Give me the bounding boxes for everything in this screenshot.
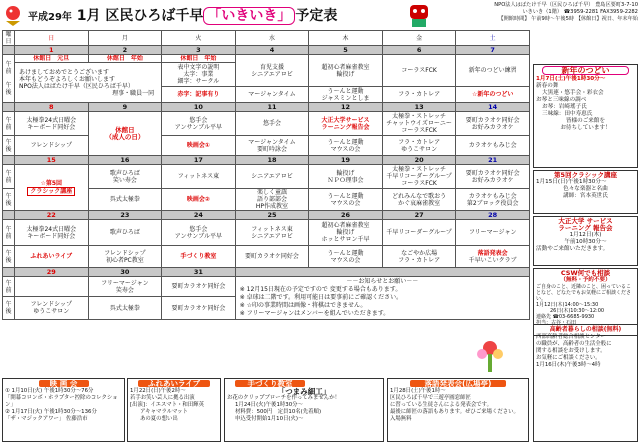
date-cell: 12 xyxy=(309,103,383,112)
event-cell: 映画会② xyxy=(162,189,236,211)
event-cell: 赤字：記事有り xyxy=(162,87,236,103)
date-cell: 21 xyxy=(456,156,530,165)
weekday-label: 曜日 xyxy=(3,31,15,46)
date-cell: 20 xyxy=(382,156,456,165)
date-cell: 23 xyxy=(88,211,162,220)
shishimai-icon xyxy=(406,1,432,29)
event-cell: 大正大学サービス ラーニング報告会 xyxy=(309,112,383,136)
date-cell: 26 xyxy=(309,211,383,220)
date-cell: 14 xyxy=(456,103,530,112)
event-cell: フラ・カトレア xyxy=(382,87,456,103)
event-cell: う～んと運動 マウスの会 xyxy=(309,136,383,156)
date-cell: 22 xyxy=(15,211,89,220)
weekday-label: 火 xyxy=(162,31,236,46)
date-cell: 2 xyxy=(88,46,162,55)
event-cell: 太極拳・ストレッチ 千早リコーダーグループ コーラスFCK xyxy=(382,165,456,189)
date-row xyxy=(3,268,530,277)
event-cell: 超初心者麻雀教室 輪投げ ホッとサロン千早 xyxy=(309,220,383,246)
pm-row: 午後 フレンドシップ ゆうこサロン 呉式太極拳 要町カラオケ同好会 xyxy=(3,297,530,320)
event-cell: ふれあいライブ xyxy=(15,246,89,268)
event-cell: カラオケもみじ会 第2ブロック役員会 xyxy=(456,189,530,211)
date-cell: 9 xyxy=(88,103,162,112)
event-cell: 休館日 年始 xyxy=(88,55,162,63)
event-cell: フレンドシップ xyxy=(15,136,89,156)
event-cell: ☆第5回 クラシック講座 xyxy=(15,165,89,211)
date-cell: 25 xyxy=(235,211,309,220)
event-cell: 要町カラオケ同好会 お好みカラオケ xyxy=(456,112,530,136)
event-cell: 映画会① xyxy=(162,136,236,156)
event-cell: フリーマージャン xyxy=(456,220,530,246)
date-cell: 4 xyxy=(235,46,309,55)
pm-row: 午後 ふれあいライブ フレンドシップ 初心者PC教室 手づくり教室 要町カラオケ同好会 う～んと運動 マウスの会 なごやか広場 フラ・カトレア 落語発表会 千早いこいクラブ xyxy=(3,246,530,268)
event-cell: う～んと運動 ジャスミンとしま xyxy=(309,87,383,103)
am-row: 午前 ☆第5回 クラシック講座 歌声ひろば 笑い寿会 フィットネス東 シニアエアロビ 輪投げ ＮＰＯ理事会 太極拳・ストレッチ 千早リコーダーグループ コーラスFCK 要町カラオケ同好会 お好みカラオケ xyxy=(3,165,530,189)
date-cell: 11 xyxy=(235,103,309,112)
event-cell: 輪投げ ＮＰＯ理事会 xyxy=(309,165,383,189)
am-row: 午前 フリーマージャン 笑寿会 要町カラオケ同好会 －－お知らせとお願い－－ ※ 12月15日現在の予定ですので 変更する場合もあります。 ※ 卓球は二階です。利用可能日は要事前にご確認ください。 ※ ☆印の事業時間は画像・将棋はできません。 ※ フリーマージャンはメンバーを組んでいただきます。 xyxy=(3,277,530,297)
pm-row: 午後 呉式太極拳 映画会② 楽しく童謡 語り部部会 HP作成教室 う～んと運動 マウスの会 どれみんなで歌おう かぐ哀麻雀教室 カラオケもみじ会 第2ブロック役員会 xyxy=(3,189,530,211)
event-cell: 悠手会 xyxy=(235,112,309,136)
event-cell: 新年のつどい練習 xyxy=(456,55,530,87)
event-cell: マージャンタイム xyxy=(235,87,309,103)
date-cell: 1 xyxy=(15,46,89,55)
event-cell: フレンドシップ 初心者PC教室 xyxy=(88,246,162,268)
event-cell: 要町カラオケ同好会 xyxy=(235,246,309,268)
movie-box: 映 画 会 ① 1月10日(火) 午後1時30分～76分 「開幕コロンボ・ホラプター控除のコレクション」 ② 1月17日(火) 午後1時30分～136分 「ザ・マジックアワー」 佐藤浩市 xyxy=(2,378,125,442)
date-cell: 8 xyxy=(15,103,89,112)
live-box: ふれあいライブ 1月22日(日)午後2時～ 若手お笑い芸人に拠る出演 [出演]：イエスマト・和田輝英 アキャマラルマット あの夏の想い出 xyxy=(127,378,221,442)
flower-decoration-icon xyxy=(470,338,510,374)
date-cell: 5 xyxy=(309,46,383,55)
event-cell: 悠手会 アンサンブル平早 xyxy=(162,220,236,246)
weekday-label: 月 xyxy=(88,31,162,46)
event-cell: 育児支援 シニアエアロビ xyxy=(235,55,309,87)
event-cell: フィットネス東 シニアエアロビ xyxy=(235,220,309,246)
date-cell: 13 xyxy=(382,103,456,112)
event-cell: フリーマージャン 笑寿会 xyxy=(88,277,162,297)
date-cell: 30 xyxy=(88,268,162,277)
event-cell: 手づくり教室 xyxy=(162,246,236,268)
event-cell: 落語発表会 千早いこいクラブ xyxy=(456,246,530,268)
date-cell: 6 xyxy=(382,46,456,55)
event-cell: 太極拳24式日曜会 キーボード同好会 xyxy=(15,112,89,136)
event-cell: なごやか広場 フラ・カトレア xyxy=(382,246,456,268)
event-cell: フィットネス東 xyxy=(162,165,236,189)
craft-box: 手づくり教室 「つまみ細工」 お花のクリップブローチを作ってみませんか！ 1月24日(火)午後1時30分～ 材料費：500円 定員10名(先着順) 申込受付開始1月10日(火)～ xyxy=(224,378,384,442)
event-cell: 歌声ひろば 笑い寿会 xyxy=(88,165,162,189)
weekday-label: 土 xyxy=(456,31,530,46)
weekday-label: 日 xyxy=(15,31,89,46)
date-cell: 10 xyxy=(162,103,236,112)
event-cell: 休館日 年始 xyxy=(162,55,236,63)
event-cell: 要町カラオケ同好会 お好みカラオケ xyxy=(456,165,530,189)
event-cell: 悠手会 アンサンブル平早 xyxy=(162,112,236,136)
rakugo-box: 落語発表会(広場亭) 1月28日(土)午後1時～ 区民ひろば千早で三遊亭圓窓師匠 に習っている生徒さんによる発表会です。 最後に師匠の落語もあります。ぜひご来場ください。 入場無料 xyxy=(387,378,529,442)
date-cell: 27 xyxy=(382,211,456,220)
event-cell: カラオケもみじ会 xyxy=(456,136,530,156)
pm-row: 午後 フレンドシップ 映画会① マージャンタイム 要町吟詠会 う～んと運動 マウスの会 フラ・カトレア ゆうこサロン カラオケもみじ会 xyxy=(3,136,530,156)
event-cell: シニアエアロビ xyxy=(235,165,309,189)
event-cell: う～んと運動 マウスの会 xyxy=(309,246,383,268)
date-row xyxy=(3,156,530,165)
date-cell: 7 xyxy=(456,46,530,55)
date-cell: 3 xyxy=(162,46,236,55)
weekday-label: 木 xyxy=(309,31,383,46)
event-cell: フラ・カトレア ゆうこサロン xyxy=(382,136,456,156)
event-cell: 楽しく童謡 語り部部会 HP作成教室 xyxy=(235,189,309,211)
event-cell: ☆新年のつどい xyxy=(456,87,530,103)
event-cell: 呉式太極拳 xyxy=(88,189,162,211)
date-cell: 19 xyxy=(309,156,383,165)
event-cell: 休館日 （成人の日） xyxy=(88,112,162,156)
event-cell: マージャンタイム 要町吟詠会 xyxy=(235,136,309,156)
csw-consult-box: CSW何でも相談 （無料・予約不要） ご自身のこと、近隣のこと、困っていることなど、どなたでもお気軽にご相談ください。 1月12日(木)14:00～15:30 26日(木)10:30～12:00 連絡先 ☎03-6685-9930 担当：古谷・石田 xyxy=(533,268,638,336)
event-cell: どれみんなで歌おう かぐ哀麻雀教室 xyxy=(382,189,456,211)
event-cell: コーラスFCK xyxy=(382,55,456,87)
consult-box: 高齢者暮らしの相談(無料) 西部高齢者総合相談センター の職員が、高齢者の生活全般に 関する相談をお受けします。 お気軽にご相談ください。 1月16日(木)午後3時～4時 xyxy=(533,324,638,442)
date-cell: 24 xyxy=(162,211,236,220)
holiday-row: 午前 午後 休館日 元旦 休館日 年始 休館日 年始 育児支援 シニアエアロビ 超初心者麻雀教室 輪投げ コーラスFCK 新年のつどい練習 xyxy=(3,55,530,63)
date-row xyxy=(3,103,530,112)
date-cell: 31 xyxy=(162,268,236,277)
weekday-label: 金 xyxy=(382,31,456,46)
event-cell: 要町カラオケ同好会 xyxy=(162,277,236,297)
date-row xyxy=(3,46,530,55)
date-cell: 28 xyxy=(456,211,530,220)
page-title: 平成29年 1月 区民ひろば千早 「いきいき」 予定表 xyxy=(28,8,338,24)
side-panel xyxy=(533,64,638,336)
date-cell: 18 xyxy=(235,156,309,165)
new-year-event-box: 新年のつどい 1月7日(土)午後1時30分～ 新春の舞 大黒連・悠手会・彩衣会 お琴と三味線の調べ お琴：岩崎瑤子氏 三味線：田中寿恵氏 皆様のご来館を お待ちしています！ xyxy=(533,64,638,168)
date-cell: 15 xyxy=(15,156,89,165)
event-cell: 太極拳・ストレッチ チャットウイズローニー コーラスFCK xyxy=(382,112,456,136)
date-cell: 17 xyxy=(162,156,236,165)
event-cell: 千早リコーダーグループ xyxy=(382,220,456,246)
legend-cell: 表中文字の説明 太字：事業 細字：サークル xyxy=(162,63,236,87)
event-cell: 休館日 元旦 xyxy=(15,55,89,63)
classic-lecture-box: 第5回クラシック講座 1月15日(日)午後1時30分～ 色々な楽器と名曲 講師：宮本英世氏 xyxy=(533,170,638,214)
weekday-label: 水 xyxy=(235,31,309,46)
bird-ornament-icon xyxy=(2,3,24,27)
date-cell: 16 xyxy=(88,156,162,165)
am-row: 午前 太極拳24式日曜会 キーボード同好会 歌声ひろば 悠手会 アンサンブル平早 フィットネス東 シニアエアロビ 超初心者麻雀教室 輪投げ ホッとサロン千早 千早リコーダーグループ フリーマージャン xyxy=(3,220,530,246)
am-row: 午前 太極拳24式日曜会 キーボード同好会 休館日 （成人の日） 悠手会 アンサンブル平早 悠手会 大正大学サービス ラーニング報告会 太極拳・ストレッチ チャットウイズローニー コーラスFCK 要町カラオケ同好会 お好みカラオケ xyxy=(3,112,530,136)
header xyxy=(0,0,640,30)
taisho-report-box: 大正大学 サービス ラーニング 報告会 1月12日(木) 午前10時30分～ 活動やご来館いただきます。 xyxy=(533,216,638,266)
event-cell: 太極拳24式日曜会 キーボード同好会 xyxy=(15,220,89,246)
event-cell: 超初心者麻雀教室 輪投げ xyxy=(309,55,383,87)
date-cell: 29 xyxy=(15,268,89,277)
calendar-table xyxy=(2,30,530,320)
new-year-greeting: あけましておめでとうございます 本年もどうぞよろしくお願いします NPO法人はばたけ千早（区民ひろば千早） 理事・職員一同 xyxy=(15,63,162,103)
event-cell: 歌声ひろば xyxy=(88,220,162,246)
weekday-header xyxy=(3,31,530,46)
facility-info: NPO法人はばたけ千早（区民ひろば千早） 豊島区要町3-7-10 いきいき（1階） ☎3959-2281 FAX3959-2282 【開館時間】 午前9時～午後5時 【休館日】祝日、年末年始 xyxy=(494,2,638,22)
date-row xyxy=(3,211,530,220)
event-cell: 呉式太極拳 xyxy=(88,297,162,320)
event-cell: フレンドシップ ゆうこサロン xyxy=(15,297,89,320)
event-cell: 要町カラオケ同好会 xyxy=(162,297,236,320)
event-cell: う～んと運動 マウスの会 xyxy=(309,189,383,211)
notice-box: －－お知らせとお願い－－ ※ 12月15日現在の予定ですので 変更する場合もあります。 ※ 卓球は二階です。利用可能日は要事前にご確認ください。 ※ ☆印の事業時間は画像・将棋はできません。 ※ フリーマージャンはメンバーを組んでいただきます。 xyxy=(235,277,529,320)
